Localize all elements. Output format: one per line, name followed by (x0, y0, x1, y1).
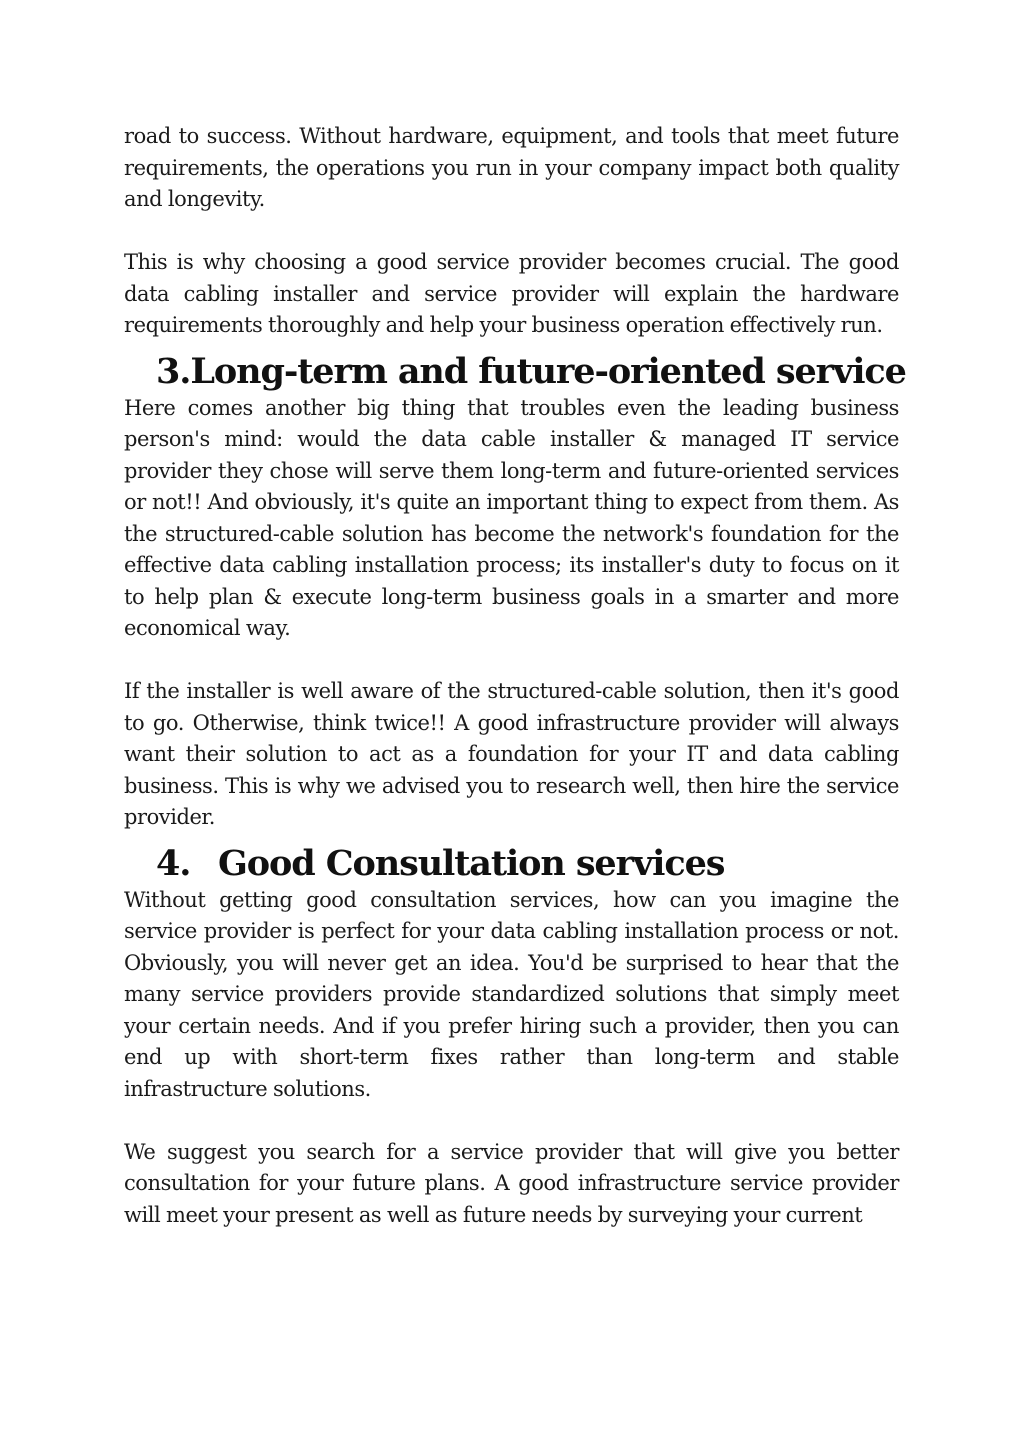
paragraph-consultation-intro: Without getting good consultation services, how can you imagine the service provider is perfect for your data cabling installation process or not. Obviously, you will never get an idea. You'd be surprised to hear that the many service providers provide standardized solutions that simply meet your certain needs. And if you prefer hiring such a provider, then you can end up with short-term fixes rather than long-term and stable infrastructure solutions. (124, 887, 899, 1101)
paragraph-choosing-provider: This is why choosing a good service provider becomes crucial. The good data cabling installer and service provider will explain the hardware requirements thoroughly and help your business operation effectively run. (124, 250, 899, 337)
section-heading-long-term (124, 350, 906, 393)
heading-spacer (124, 342, 899, 351)
paragraph-installer-aware: If the installer is well aware of the structured-cable solution, then it's good to go. Otherwise, think twice!! A good infrastructure provider will always want their solution to act as a foundation for your IT and data cabling business. This is why we advised you to research well, then hire the service provider. (124, 679, 899, 829)
heading-spacer (124, 834, 899, 843)
section-title: Good Consultation services (218, 842, 725, 884)
section-number: 4. (156, 842, 191, 884)
section-number: 3. (156, 350, 191, 392)
paragraph-spacer (124, 216, 899, 248)
document-page (124, 121, 906, 1231)
paragraph-spacer (124, 645, 899, 677)
paragraph-suggest-search: We suggest you search for a service provider that will give you better consultation for your future plans. A good infrastructure service provider will meet your present as well as future needs by surveying your current (124, 1139, 899, 1227)
paragraph-long-term-intro: Here comes another big thing that troubles even the leading business person's mind: would the data cable installer & managed IT service provider they chose will serve them long-term and future-oriented services or not!! And obviously, it's quite an important thing to expect from them. As the structured-cable solution has become the network's foundation for the effective data cabling installation process; its installer's duty to focus on it to help plan & execute long-term business goals in a smarter and more economical way. (124, 395, 899, 640)
paragraph-road-to-success: road to success. Without hardware, equipment, and tools that meet future requirements, the operations you run in your company impact both quality and longevity. (124, 124, 899, 211)
section-heading-consultation (124, 843, 899, 885)
section-title: Long-term and future-oriented service (190, 350, 906, 392)
paragraph-spacer (124, 1105, 899, 1137)
